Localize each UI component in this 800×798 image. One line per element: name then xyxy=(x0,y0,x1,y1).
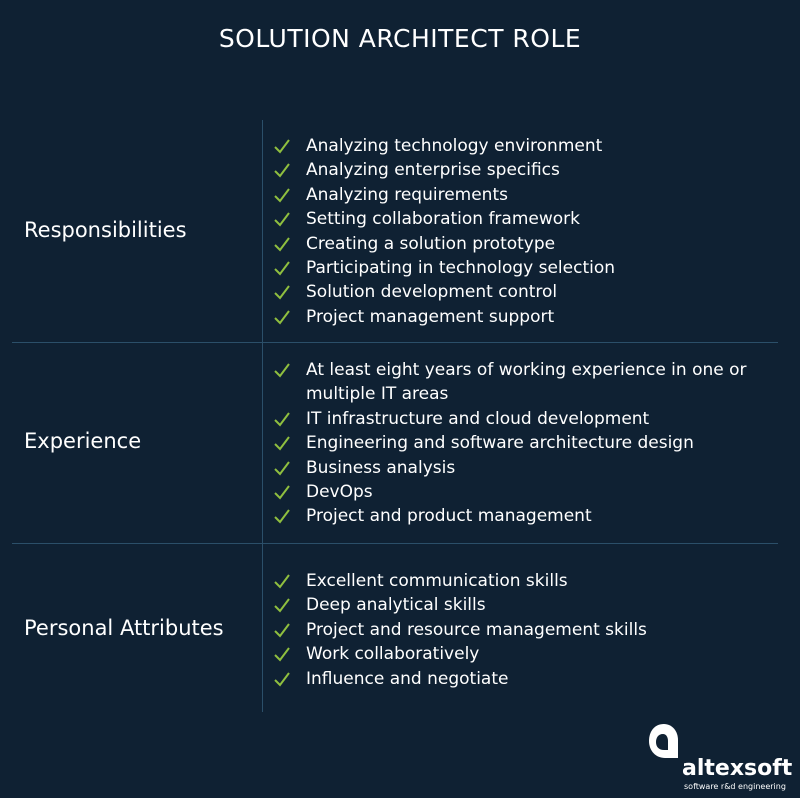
list-item-text: Project and product management xyxy=(306,506,592,527)
list-item xyxy=(272,569,772,593)
checkmark-icon xyxy=(272,431,294,455)
list-item-text: Influence and negotiate xyxy=(306,668,509,689)
checkmark-icon xyxy=(272,232,294,256)
list-item-text: Analyzing requirements xyxy=(306,184,508,205)
list-item xyxy=(272,407,772,431)
experience-list xyxy=(272,358,772,529)
list-item-text: Creating a solution prototype xyxy=(306,233,556,254)
logo-tagline: software r&d engineering xyxy=(684,782,786,791)
page-title: SOLUTION ARCHITECT ROLE xyxy=(218,24,582,53)
list-item-text: Setting collaboration framework xyxy=(306,209,581,230)
checkmark-icon xyxy=(272,618,294,642)
row-label-personal-attributes: Personal Attributes xyxy=(24,616,224,640)
checkmark-icon xyxy=(272,642,294,666)
list-item xyxy=(272,618,772,642)
checkmark-icon xyxy=(272,183,294,207)
checkmark-icon xyxy=(272,305,294,329)
list-item xyxy=(272,480,772,504)
list-item xyxy=(272,232,772,256)
checkmark-icon xyxy=(272,456,294,480)
personal-attributes-list xyxy=(272,569,772,691)
checkmark-icon xyxy=(272,480,294,504)
list-item xyxy=(272,183,772,207)
list-item-text: Solution development control xyxy=(306,282,558,303)
checkmark-icon xyxy=(272,158,294,182)
list-item xyxy=(272,358,772,407)
list-item-text: Deep analytical skills xyxy=(306,595,486,616)
list-item-text: DevOps xyxy=(306,482,373,503)
row-label-experience: Experience xyxy=(24,429,142,453)
list-item xyxy=(272,593,772,617)
list-item xyxy=(272,642,772,666)
checkmark-icon xyxy=(272,280,294,304)
logo-name: altexsoft xyxy=(682,756,793,781)
checkmark-icon xyxy=(272,407,294,431)
checkmark-icon xyxy=(272,207,294,231)
responsibilities-list xyxy=(272,134,772,329)
list-item xyxy=(272,431,772,455)
list-item-text: At least eight years of working experience in one or multiple IT areas xyxy=(306,360,747,405)
altexsoft-logo xyxy=(646,722,796,794)
list-item-text: Project management support xyxy=(306,306,555,327)
list-item xyxy=(272,207,772,231)
list-item-text: Excellent communication skills xyxy=(306,571,568,591)
checkmark-icon xyxy=(272,134,294,158)
list-item xyxy=(272,667,772,691)
checkmark-icon xyxy=(272,667,294,691)
list-item xyxy=(272,256,772,280)
checkmark-icon xyxy=(272,256,294,280)
list-item-text: Business analysis xyxy=(306,457,456,478)
checkmark-icon xyxy=(272,358,294,382)
altexsoft-logo-icon xyxy=(646,722,682,762)
list-item xyxy=(272,134,772,158)
list-item xyxy=(272,280,772,304)
checkmark-icon xyxy=(272,593,294,617)
column-divider xyxy=(262,120,263,712)
list-item-text: Analyzing technology environment xyxy=(306,136,603,156)
list-item-text: IT infrastructure and cloud development xyxy=(306,408,650,429)
checkmark-icon xyxy=(272,569,294,593)
checkmark-icon xyxy=(272,504,294,528)
list-item-text: Analyzing enterprise specifics xyxy=(306,160,560,181)
row-label-responsibilities: Responsibilities xyxy=(24,218,187,242)
list-item-text: Participating in technology selection xyxy=(306,258,616,279)
list-item xyxy=(272,158,772,182)
row-divider xyxy=(12,543,778,544)
list-item xyxy=(272,504,772,528)
row-divider xyxy=(12,342,778,343)
list-item xyxy=(272,456,772,480)
list-item-text: Project and resource management skills xyxy=(306,619,647,640)
list-item-text: Engineering and software architecture design xyxy=(306,433,694,454)
list-item xyxy=(272,305,772,329)
list-item-text: Work collaboratively xyxy=(306,644,480,665)
